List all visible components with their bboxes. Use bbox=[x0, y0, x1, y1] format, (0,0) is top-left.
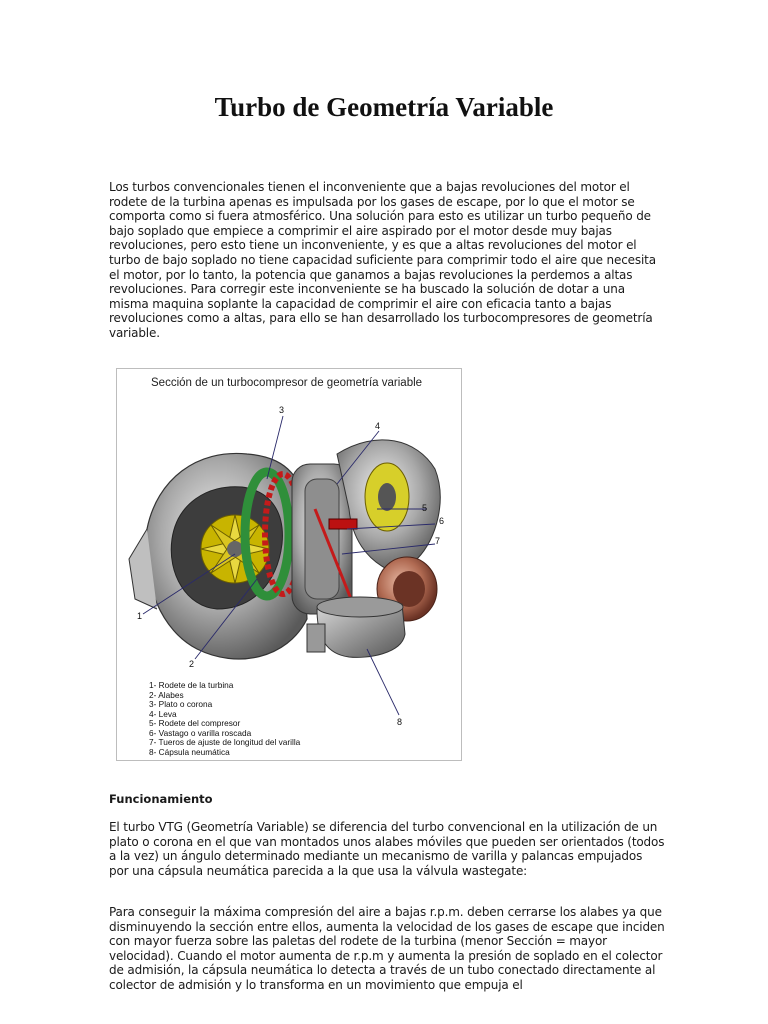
callout-2: 2 bbox=[189, 659, 195, 669]
legend-item: 3- Plato o corona bbox=[149, 699, 213, 709]
paragraph-2: El turbo VTG (Geometría Variable) se diferencia del turbo convencional en la utilización de un plato o corona en el que van montados unos alabes móviles que pueden ser orientados (todos a la vez) un ángulo determinado mediante un mecanismo de varilla y palancas empujados por una cápsula neumática parecida a la que usa la válvula wastegate: bbox=[109, 820, 665, 878]
callout-1: 1 bbox=[137, 611, 143, 621]
callout-4: 4 bbox=[375, 421, 381, 431]
page-title: Turbo de Geometría Variable bbox=[214, 92, 554, 122]
callout-6: 6 bbox=[439, 516, 445, 526]
legend-item: 6- Vastago o varilla roscada bbox=[149, 727, 252, 738]
legend-item: 5- Rodete del compresor bbox=[149, 718, 241, 728]
callout-3: 3 bbox=[279, 405, 285, 415]
turbo-section-figure bbox=[116, 368, 462, 761]
legend-item: 8- Cápsula neumática bbox=[149, 746, 230, 757]
callout-8: 8 bbox=[397, 717, 403, 727]
intro-paragraph: Los turbos convencionales tienen el inconveniente que a bajas revoluciones del motor el rodete de la turbina apenas es impulsada por los gases de escape, por lo que el motor se comporta como si fuera atmosférico. Una solución para esto es utilizar un turbo pequeño de bajo soplado que empiece a comprimir el aire aspirado por el motor desde muy bajas revoluciones, pero esto tiene un inconveniente, y es que a altas revoluciones del motor el turbo de bajo soplado no tiene capacidad suficiente para comprimir todo el aire que necesita el motor, por lo tanto, la potencia que ganamos a bajas revoluciones la perdemos a altas revoluciones. Para corregir este inconveniente se ha buscado la solución de dotar a una misma maquina soplante la capacidad de comprimir el aire con eficacia tanto a bajas revoluciones como a altas, para ello se han desarrollado los turbocompresores de geometría variable. bbox=[109, 180, 656, 340]
legend-item: 4- Leva bbox=[149, 708, 177, 719]
turbine-wheel bbox=[201, 515, 269, 583]
pneumatic-capsule bbox=[307, 597, 405, 657]
callout-7: 7 bbox=[435, 536, 441, 546]
callout-5: 5 bbox=[422, 503, 428, 513]
legend-item: 2- Alabes bbox=[149, 689, 184, 700]
center-housing bbox=[292, 464, 352, 614]
section-heading: Funcionamiento bbox=[109, 792, 213, 806]
legend-item: 7- Tueros de ajuste de longitud del varilla bbox=[149, 737, 301, 747]
paragraph-3: Para conseguir la máxima compresión del aire a bajas r.p.m. deben cerrarse los alabes ya que disminuyendo la sección entre ellos, aumenta la velocidad de los gases de escape que inciden con mayor fuerza sobre las paletas del rodete de la turbina (menor Sección = mayor velocidad). Cuando el motor aumenta de r.p.m y aumenta la presión de soplado en el colector de admisión, la cápsula neumática lo detecta a través de un tubo conectado directamente al colector de admisión y lo transforma en un movimiento que empuja el bbox=[109, 905, 665, 992]
figure-title: Sección de un turbocompresor de geometría variable bbox=[151, 377, 423, 389]
legend-item: 1- Rodete de la turbina bbox=[149, 680, 234, 690]
figure-legend bbox=[149, 681, 300, 757]
